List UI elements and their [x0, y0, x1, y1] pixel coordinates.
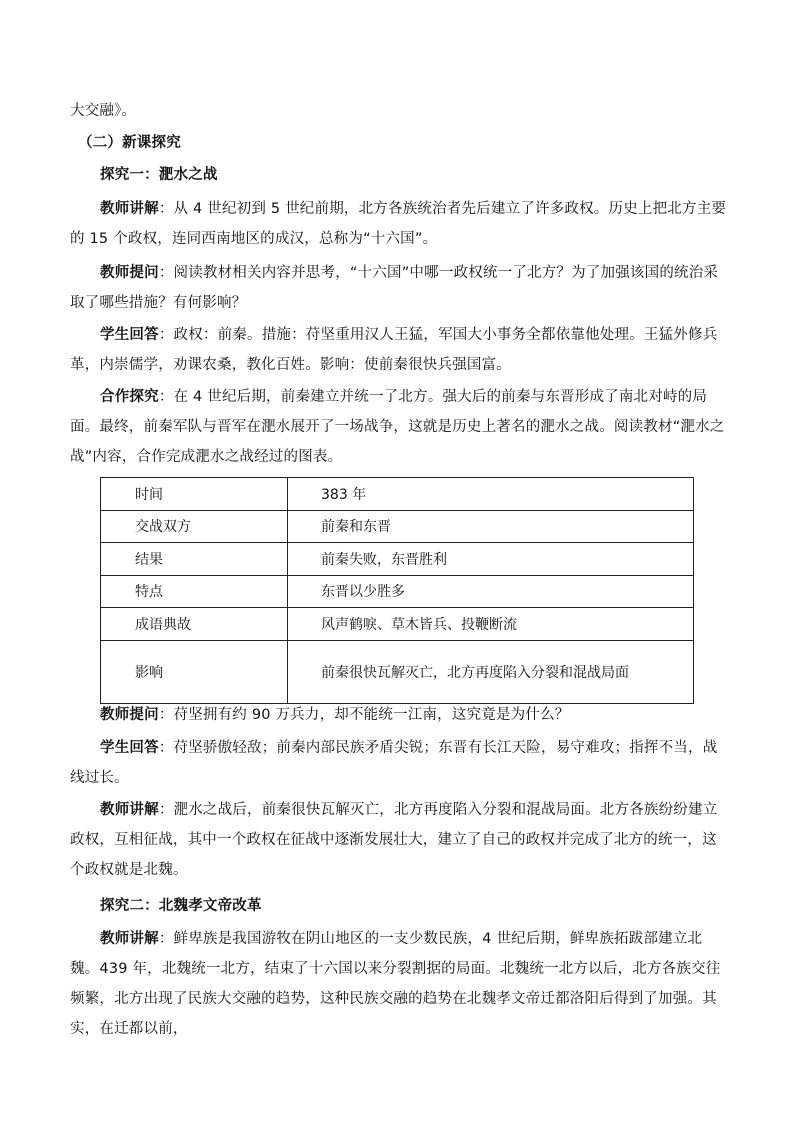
- table-key: 时间: [101, 478, 288, 511]
- table-row: [101, 478, 694, 511]
- paragraph-student-answer-2: 学生回答：苻坚骄傲轻敌；前秦内部民族矛盾尖锐；东晋有长江天险，易守难攻；指挥不当，战线过长。: [70, 740, 718, 786]
- table-value: 风声鹤唳、草木皆兵、投鞭断流: [288, 608, 694, 641]
- table-value: 东晋以少胜多: [288, 575, 694, 608]
- paragraph-teacher-question-1: 教师提问：阅读教材相关内容并思考，“十六国”中哪一政权统一了北方？为了加强该国的统治采取了哪些措施？有何影响？: [70, 265, 719, 311]
- table-value: 前秦很快瓦解灭亡，北方再度陷入分裂和混战局面: [288, 640, 694, 703]
- paragraph-teacher-explain-3: 教师讲解：鲜卑族是我国游牧在阴山地区的一支少数民族，4 世纪后期，鲜卑族拓跋部建立北魏。439 年，北魏统一北方，结束了十六国以来分裂割据的局面。北魏统一北方以后，北方各族交往频繁，北方出现了民族大交融的趋势，这种民族交融的趋势在北魏孝文帝迁都洛阳后得到了加强。其实，在迁都以前，: [70, 931, 721, 1037]
- table-value: 前秦失败，东晋胜利: [288, 543, 694, 576]
- table-key: 影响: [101, 640, 288, 703]
- table-row: [101, 575, 694, 608]
- table-row: [101, 543, 694, 576]
- battle-table: [100, 477, 694, 704]
- text-line-continuation: 大交融》。: [70, 103, 137, 119]
- paragraph-cooperative-explore: 合作探究：在 4 世纪后期，前秦建立并统一了北方。强大后的前秦与东晋形成了南北对峙的局面。最终，前秦军队与晋军在淝水展开了一场战争，这就是历史上著名的淝水之战。阅读教材“淝水之战”内容，合作完成淝水之战经过的图表。: [70, 389, 725, 465]
- table-key: 成语典故: [101, 608, 288, 641]
- section-heading: （二）新课探究: [78, 135, 181, 151]
- paragraph-teacher-question-2: 教师提问：苻坚拥有约 90 万兵力，却不能统一江南，这究竟是为什么？: [100, 707, 570, 723]
- table-value: 383 年: [288, 478, 694, 511]
- paragraph-teacher-explain-2: 教师讲解：淝水之战后，前秦很快瓦解灭亡，北方再度陷入分裂和混战局面。北方各族纷纷建立政权，互相征战，其中一个政权在征战中逐渐发展壮大，建立了自己的政权并完成了北方的统一，这个政权就是北魏。: [70, 802, 718, 878]
- table-row: [101, 510, 694, 543]
- paragraph-teacher-explain-1: 教师讲解：从 4 世纪初到 5 世纪前期，北方各族统治者先后建立了许多政权。历史上把北方主要的 15 个政权，连同西南地区的成汉，总称为“十六国”。: [70, 201, 727, 247]
- table-row: [101, 640, 694, 703]
- table-key: 交战双方: [101, 510, 288, 543]
- explore1-title: 探究一：淝水之战: [100, 167, 218, 183]
- explore2-title: 探究二：北魏孝文帝改革: [100, 898, 262, 914]
- table-row: [101, 608, 694, 641]
- table-value: 前秦和东晋: [288, 510, 694, 543]
- table-key: 结果: [101, 543, 288, 576]
- table-key: 特点: [101, 575, 288, 608]
- paragraph-student-answer-1: 学生回答：政权：前秦。措施：苻坚重用汉人王猛，军国大小事务全都依靠他处理。王猛外修兵革，内崇儒学，劝课农桑，教化百姓。影响：使前秦很快兵强国富。: [70, 327, 718, 373]
